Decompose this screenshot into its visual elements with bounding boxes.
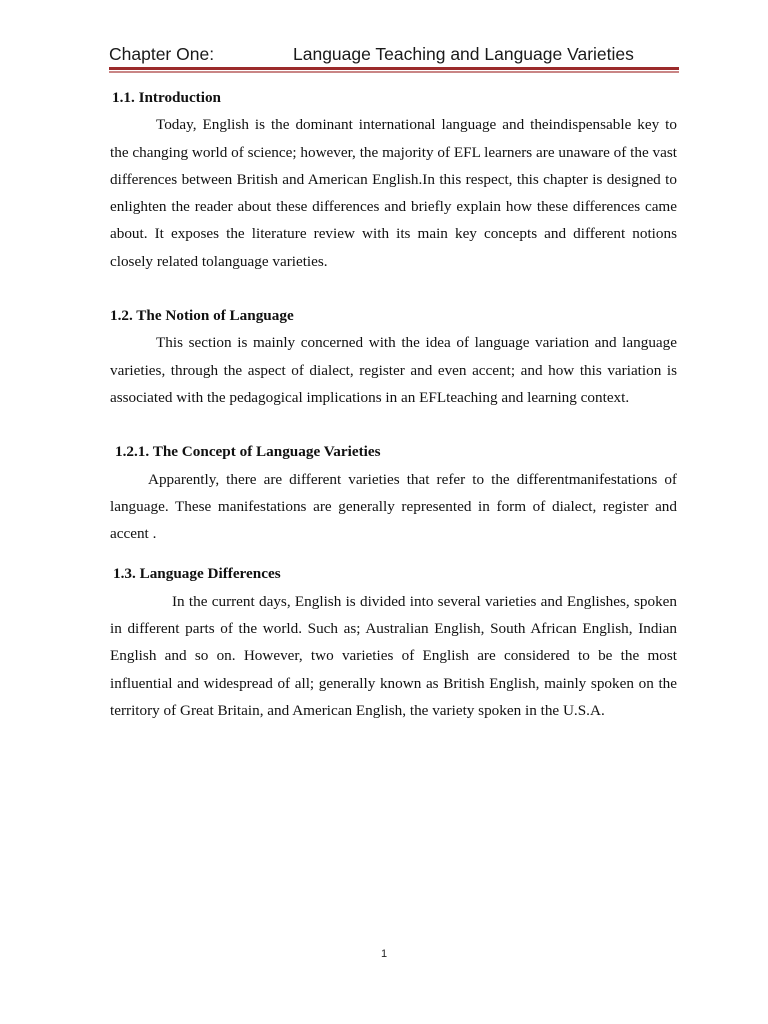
section-spacer <box>110 547 677 560</box>
running-header <box>109 40 679 70</box>
header-rule-light <box>109 71 679 73</box>
chapter-label: Chapter One: <box>109 44 215 64</box>
section-paragraph-language-differences: In the current days, English is divided into several varieties and Englishes, spoken in different parts of the world. Such as; Australian English, South African English, Indian English and so on. However, two varieties of English are considered to be the most influential and widespread of all; generally known as British English, mainly spoken on the territory of Great Britain, and American English, the variety spoken in the U.S.A. <box>110 592 677 719</box>
section-heading-introduction: 1.1. Introduction <box>112 89 222 106</box>
section-heading-language-differences: 1.3. Language Differences <box>113 565 281 583</box>
chapter-title: Language Teaching and Language Varieties <box>293 44 634 64</box>
header-rule-dark <box>109 67 679 70</box>
section-paragraph-concept-of-language-varieties: Apparently, there are different varieties that refer to the differentmanifestations of language. These manifestations are generally represented in form of dialect, register and accent . <box>110 470 677 543</box>
section-paragraph-notion-of-language: This section is mainly concerned with the idea of language variation and language varieties, through the aspect of dialect, register and even accent; and how this variation is associated with the pedagogical implications in an EFLteaching and learning context. <box>110 334 677 406</box>
page-body <box>110 84 677 724</box>
page-number: 1 <box>380 948 388 960</box>
section-spacer <box>110 275 677 302</box>
section-heading-concept-of-language-varieties: 1.2.1. The Concept of Language Varieties <box>115 443 381 461</box>
section-paragraph-introduction: Today, English is the dominant international language and theindispensable key to the changing world of science; however, the majority of EFL learners are unaware of the vast differences between British and American English.In this respect, this chapter is designed to enlighten the reader about these differences and briefly explain how these differences came about. It exposes the literature review with its main key concepts and different notions closely related tolanguage varieties. <box>110 116 677 270</box>
section-spacer <box>110 411 677 438</box>
section-heading-notion-of-language: 1.2. The Notion of Language <box>110 307 294 325</box>
